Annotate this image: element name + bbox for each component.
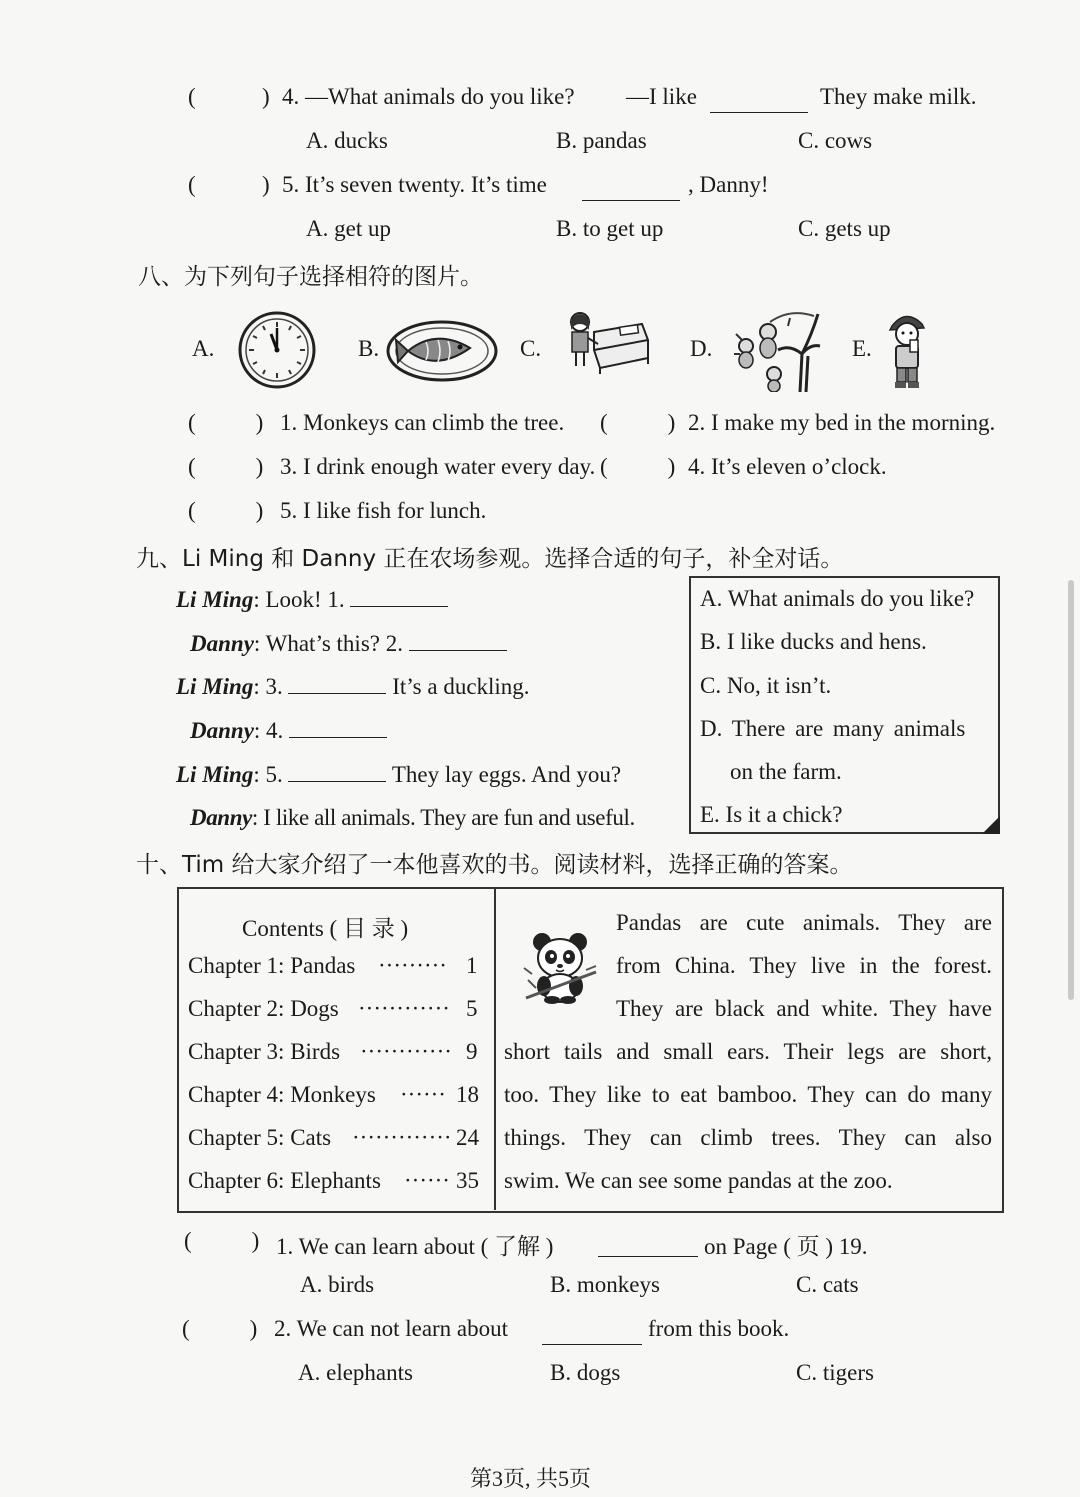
option-b: B. dogs	[550, 1360, 621, 1385]
answer-blank[interactable]	[582, 180, 680, 201]
matching-item: 3. I drink enough water every day.	[280, 454, 596, 479]
option-c: C. cats	[796, 1272, 859, 1297]
answer-blank[interactable]	[288, 761, 386, 782]
option-a: A. ducks	[306, 128, 388, 153]
answer-blank[interactable]	[710, 92, 808, 113]
contents-title: Contents ( 目 录 )	[242, 916, 409, 941]
question-tail: from this book.	[648, 1316, 790, 1341]
clock-icon	[236, 310, 318, 390]
chapter-name: Chapter 6: Elephants	[188, 1168, 381, 1193]
option-a: A. What animals do you like?	[700, 586, 975, 611]
chapter-dots: ············	[358, 996, 450, 1021]
picture-letter-a: A.	[192, 336, 215, 361]
section-8-title: 八、为下列句子选择相符的图片。	[138, 264, 483, 290]
chapter-name: Chapter 2: Dogs	[188, 996, 339, 1021]
option-a: A. get up	[306, 216, 391, 241]
passage-line: too. They like to eat bamboo. They can do many	[504, 1082, 992, 1107]
dialogue-line-3: Li Ming: 3. It’s a duckling.	[176, 674, 530, 699]
passage-line: They are black and white. They have	[616, 996, 992, 1021]
chapter-name: Chapter 3: Birds	[188, 1039, 341, 1064]
chapter-page: 18	[456, 1082, 479, 1107]
speaker: Danny	[190, 631, 254, 656]
page-footer: 第3页, 共5页	[470, 1466, 592, 1491]
chapter-name: Chapter 5: Cats	[188, 1125, 332, 1150]
answer-paren-close: )	[262, 84, 270, 109]
option-b: B. monkeys	[550, 1272, 660, 1297]
matching-item: 1. Monkeys can climb the tree.	[280, 410, 565, 435]
chapter-dots: ·········	[378, 953, 447, 978]
matching-item: 4. It’s eleven o’clock.	[688, 454, 887, 479]
passage-line: things. They can climb trees. They can also	[504, 1125, 992, 1150]
option-a: A. birds	[300, 1272, 375, 1297]
chapter-dots: ············	[360, 1039, 452, 1064]
matching-item: 2. I make my bed in the morning.	[688, 410, 996, 435]
option-c: C. tigers	[796, 1360, 874, 1385]
picture-letter-e: E.	[852, 336, 872, 361]
answer-blank[interactable]	[409, 630, 507, 651]
answer-paren[interactable]: ( )	[188, 454, 264, 479]
chapter-name: Chapter 4: Monkeys	[188, 1082, 376, 1107]
speaker: Li Ming	[176, 674, 254, 699]
option-c: C. cows	[798, 128, 873, 153]
chapter-page: 35	[456, 1168, 479, 1193]
answer-paren[interactable]: ( )	[184, 1228, 260, 1253]
line-text: 5.	[265, 762, 283, 787]
line-text: 4.	[266, 718, 284, 743]
answer-paren-close: )	[262, 172, 270, 197]
answer-paren-open[interactable]: (	[188, 172, 196, 197]
fish-plate-icon	[386, 320, 498, 382]
monkeys-tree-icon	[730, 304, 822, 392]
picture-letter-c: C.	[520, 336, 542, 361]
matching-item: 5. I like fish for lunch.	[280, 498, 487, 523]
panda-icon	[520, 928, 602, 1004]
answer-blank[interactable]	[598, 1236, 698, 1257]
line-text: Look! 1.	[265, 587, 345, 612]
answer-paren[interactable]: ( )	[600, 454, 676, 479]
chapter-page: 5	[466, 996, 478, 1021]
question-stem: 4. —What animals do you like?	[282, 84, 575, 109]
option-b: B. I like ducks and hens.	[700, 629, 927, 654]
chapter-page: 1	[466, 953, 478, 978]
line-after: It’s a duckling.	[392, 674, 530, 699]
question-stem: 2. We can not learn about	[274, 1316, 509, 1341]
chapter-page: 9	[466, 1039, 478, 1064]
chapter-name: Chapter 1: Pandas	[188, 953, 356, 978]
dialogue-line-2: Danny: What’s this? 2.	[190, 630, 507, 657]
option-e: E. Is it a chick?	[700, 802, 843, 827]
line-after: They lay eggs. And you?	[391, 762, 622, 787]
line-text: I like all animals. They are fun and useful.	[263, 805, 635, 830]
option-c: C. No, it isn’t.	[700, 673, 832, 698]
option-b: B. pandas	[556, 128, 647, 153]
scrollbar[interactable]	[1068, 580, 1074, 1000]
dialogue-line-4: Danny: 4.	[190, 717, 387, 744]
question-stem-2: —I like	[626, 84, 697, 109]
box-divider	[494, 888, 496, 1210]
question-stem: 5. It’s seven twenty. It’s time	[282, 172, 547, 197]
corner-mark-icon	[982, 816, 1000, 834]
answer-blank[interactable]	[289, 717, 387, 738]
picture-letter-b: B.	[358, 336, 380, 361]
speaker: Danny	[190, 805, 252, 830]
answer-paren[interactable]: ( )	[188, 498, 264, 523]
boy-drinking-icon	[884, 310, 930, 392]
chapter-dots: ······	[404, 1168, 450, 1193]
picture-letter-d: D.	[690, 336, 713, 361]
answer-blank[interactable]	[350, 586, 448, 607]
dialogue-line-1: Li Ming: Look! 1.	[176, 586, 448, 613]
answer-paren[interactable]: ( )	[188, 410, 264, 435]
passage-line: from China. They live in the forest.	[616, 953, 992, 978]
answer-paren[interactable]: ( )	[182, 1316, 258, 1341]
passage-line: Pandas are cute animals. They are	[616, 910, 992, 935]
chapter-dots: ·············	[352, 1125, 452, 1150]
chapter-dots: ······	[400, 1082, 446, 1107]
dialogue-line-6: Danny: I like all animals. They are fun and useful.	[190, 805, 635, 830]
question-tail: They make milk.	[820, 84, 977, 109]
option-b: B. to get up	[556, 216, 664, 241]
answer-paren[interactable]: ( )	[600, 410, 676, 435]
speaker: Danny	[190, 718, 254, 743]
option-c: C. gets up	[798, 216, 891, 241]
line-text: 3.	[265, 674, 283, 699]
question-stem: 1. We can learn about ( 了解 )	[276, 1234, 554, 1259]
passage-line: swim. We can see some pandas at the zoo.	[504, 1168, 893, 1193]
speaker: Li Ming	[176, 587, 254, 612]
speaker: Li Ming	[176, 762, 254, 787]
section-10-title: 十、Tim 给大家介绍了一本他喜欢的书。阅读材料，选择正确的答案。	[136, 852, 853, 878]
question-tail: on Page ( 页 ) 19.	[704, 1234, 868, 1259]
answer-blank[interactable]	[542, 1324, 642, 1345]
chapter-page: 24	[456, 1125, 479, 1150]
option-a: A. elephants	[298, 1360, 413, 1385]
question-tail: , Danny!	[688, 172, 769, 197]
answer-blank[interactable]	[288, 673, 386, 694]
line-text: What’s this? 2.	[265, 631, 403, 656]
girl-bed-icon	[564, 306, 650, 376]
section-9-title: 九、Li Ming 和 Danny 正在农场参观。选择合适的句子，补全对话。	[136, 546, 844, 572]
option-d-cont: on the farm.	[730, 759, 842, 784]
options-box	[689, 576, 1000, 834]
dialogue-line-5: Li Ming: 5. They lay eggs. And you?	[176, 762, 622, 787]
option-d: D. There are many animals	[700, 716, 966, 741]
passage-line: short tails and small ears. Their legs are short,	[504, 1039, 992, 1064]
answer-paren-open[interactable]: (	[188, 84, 196, 109]
